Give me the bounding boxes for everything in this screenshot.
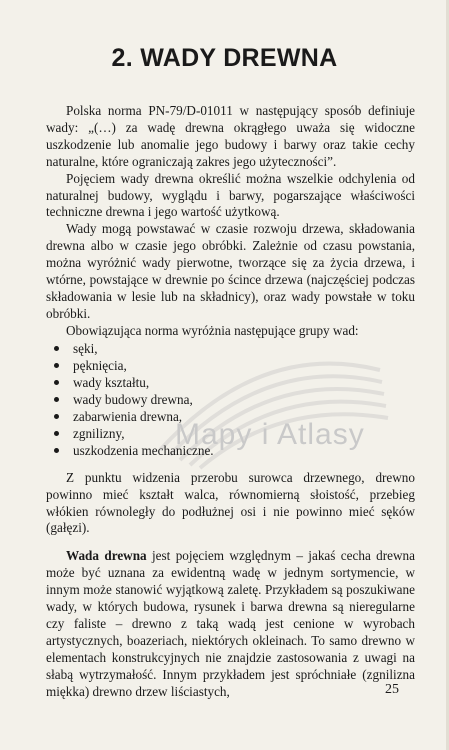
paragraph-4: Obowiązująca norma wyróżnia następujące grupy wad: bbox=[66, 322, 359, 338]
list-item: zabarwienia drewna, bbox=[50, 408, 415, 425]
paragraph-5: Z punktu widzenia przerobu surowca drzewnego, drewno powinno mieć kształt walca, równomierną słoistość, przebieg włókien równoległy do podłużnej osi i nie powinno mieć sęków (gałęzi). bbox=[46, 469, 415, 536]
list-item: sęki, bbox=[50, 340, 415, 357]
term-bold: Wada drewna bbox=[66, 548, 147, 564]
watermark-text: Mapy i Atlasy bbox=[175, 418, 365, 451]
paragraph-6 bbox=[46, 548, 415, 700]
list-item: zgnilizny, bbox=[50, 425, 415, 442]
list-item: wady kształtu, bbox=[50, 374, 415, 391]
defect-groups-list bbox=[46, 340, 415, 459]
paragraph-1: Polska norma PN-79/D-01011 w następujący sposób definiuje wady: „(…) za wadę drewna okrągłego uważa się widoczne uszkodzenie lub anomalie jego budowy i barwy oraz takie cechy naturalne, które ograniczają zakres jego użyteczności”. bbox=[46, 103, 415, 169]
chapter-title: 2. WADY DREWNA bbox=[111, 44, 338, 72]
page-number: 25 bbox=[385, 682, 399, 697]
list-item: pęknięcia, bbox=[50, 357, 415, 374]
paragraph-3: Wady mogą powstawać w czasie rozwoju drzewa, składowania drewna albo w czasie jego obróbki. Zależnie od czasu powstania, można wyróżnić wady pierwotne, tworzące się za życia drzewa, i wtórne, powstające w drewnie po ścince drzewa (najczęściej podczas składowania w lesie lub na składnicy), oraz wady powstałe w toku obróbki. bbox=[46, 221, 415, 321]
list-item: uszkodzenia mechaniczne. bbox=[50, 442, 415, 459]
paragraph-2: Pojęciem wady drewna określić można wszelkie odchylenia od naturalnej budowy, wyglądu i barwy, pogarszające właściwości techniczne drewna i jego wartość użytkową. bbox=[46, 170, 415, 220]
paragraph-6-text: jest pojęciem względnym – jakaś cecha drewna może być uznana za ewidentną wadę w jednym sortymencie, w innym może stanowić wyjątkową zaletę. Przykładem są poszukiwane wady, w których budowa, rysunek i barwa drewna są nieregularne czy faliste – drewno z taką wadą jest cenione w wyrobach artystycznych, boazeriach, niektórych okleinach. To samo drewno w elementach konstrukcyjnych nie znajdzie zastosowania z uwagi na słabą wytrzymałość. Innym przykładem jest spróchniałe (zgnilizna miękka) drewno drzew liściastych, bbox=[46, 548, 415, 699]
list-item: wady budowy drewna, bbox=[50, 391, 415, 408]
body-text bbox=[46, 103, 415, 700]
